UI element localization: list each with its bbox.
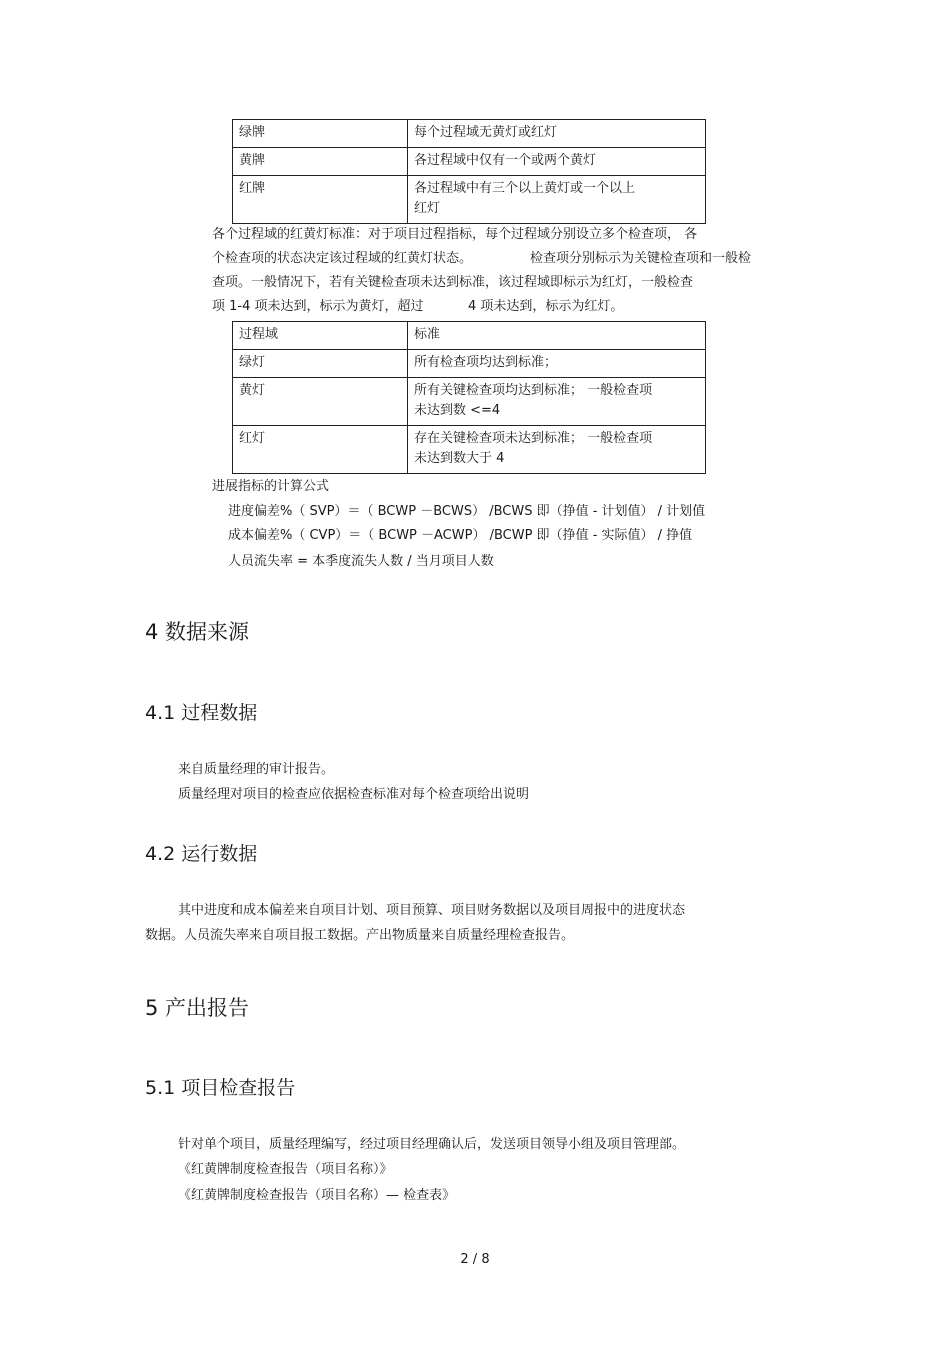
- section-heading: 5 产出报告: [145, 996, 250, 1020]
- table-cell: 红灯: [233, 426, 408, 474]
- cell-line: 未达到数 <=4: [414, 403, 501, 418]
- paragraph-line: 来自质量经理的审计报告。: [178, 762, 335, 777]
- table-row: [233, 176, 706, 224]
- subsection-heading: 5.1 项目检查报告: [145, 1077, 296, 1099]
- formula-title: 进展指标的计算公式: [212, 479, 330, 494]
- table-row: [233, 148, 706, 176]
- table-cell: [408, 378, 706, 426]
- subsection-heading: 4.1 过程数据: [145, 702, 258, 724]
- table-row: [233, 120, 706, 148]
- paragraph-line: 4 项未达到，标示为红灯。: [468, 299, 624, 314]
- table-row: [233, 350, 706, 378]
- cell-line: 所有关键检查项均达到标准； 一般检查项: [414, 383, 653, 398]
- table-cell: 红牌: [233, 176, 408, 224]
- process-light-table: [232, 321, 706, 474]
- section-heading: 4 数据来源: [145, 620, 250, 644]
- paragraph-line: 质量经理对项目的检查应依据检查标准对每个检查项给出说明: [178, 787, 530, 802]
- paragraph-line: 个检查项的状态决定该过程域的红黄灯状态。: [212, 251, 473, 266]
- column-header: 标准: [408, 322, 706, 350]
- table-cell: [408, 176, 706, 224]
- formula-attrition: 人员流失率 = 本季度流失人数 / 当月项目人数: [228, 554, 494, 569]
- cell-line: 各过程域中有三个以上黄灯或一个以上: [414, 181, 636, 196]
- column-header: 过程域: [233, 322, 408, 350]
- subsection-heading: 4.2 运行数据: [145, 843, 258, 865]
- card-level-table: [232, 119, 706, 224]
- table-row: [233, 426, 706, 474]
- table-cell: 绿牌: [233, 120, 408, 148]
- report-title: 《红黄牌制度检查报告（项目名称）— 检查表》: [178, 1188, 456, 1203]
- table-row: [233, 378, 706, 426]
- table-cell: [408, 426, 706, 474]
- paragraph-line: 项 1-4 项未达到，标示为黄灯，超过: [212, 299, 424, 314]
- table-cell: 各过程域中仅有一个或两个黄灯: [408, 148, 706, 176]
- page-number: 2 / 8: [460, 1252, 490, 1267]
- formula-svp: 进度偏差%（ SVP）＝（ BCWP －BCWS） /BCWS 即（挣值 - 计划值） / 计划值: [228, 504, 706, 519]
- table-cell: 绿灯: [233, 350, 408, 378]
- paragraph-line: 数据。人员流失率来自项目报工数据。产出物质量来自质量经理检查报告。: [145, 928, 575, 943]
- paragraph-line: 针对单个项目，质量经理编写，经过项目经理确认后，发送项目领导小组及项目管理部。: [178, 1137, 686, 1152]
- table-cell: 黄牌: [233, 148, 408, 176]
- table-cell: 所有检查项均达到标准；: [408, 350, 706, 378]
- cell-line: 存在关键检查项未达到标准； 一般检查项: [414, 431, 653, 446]
- cell-line: 未达到数大于 4: [414, 451, 505, 466]
- cell-line: 红灯: [414, 201, 441, 216]
- paragraph-line: 检查项分别标示为关键检查项和一般检: [530, 251, 752, 266]
- report-title: 《红黄牌制度检查报告（项目名称）》: [178, 1162, 393, 1177]
- formula-cvp: 成本偏差%（ CVP）＝（ BCWP －ACWP） /BCWP 即（挣值 - 实际值） / 挣值: [228, 528, 693, 543]
- table-cell: 每个过程域无黄灯或红灯: [408, 120, 706, 148]
- paragraph-line: 各个过程域的红黄灯标准：对于项目过程指标，每个过程域分别设立多个检查项， 各: [212, 227, 698, 242]
- paragraph-line: 其中进度和成本偏差来自项目计划、项目预算、项目财务数据以及项目周报中的进度状态: [178, 903, 686, 918]
- table-header-row: [233, 322, 706, 350]
- table-cell: 黄灯: [233, 378, 408, 426]
- paragraph-line: 查项。一般情况下，若有关键检查项未达到标准，该过程域即标示为红灯，一般检查: [212, 275, 694, 290]
